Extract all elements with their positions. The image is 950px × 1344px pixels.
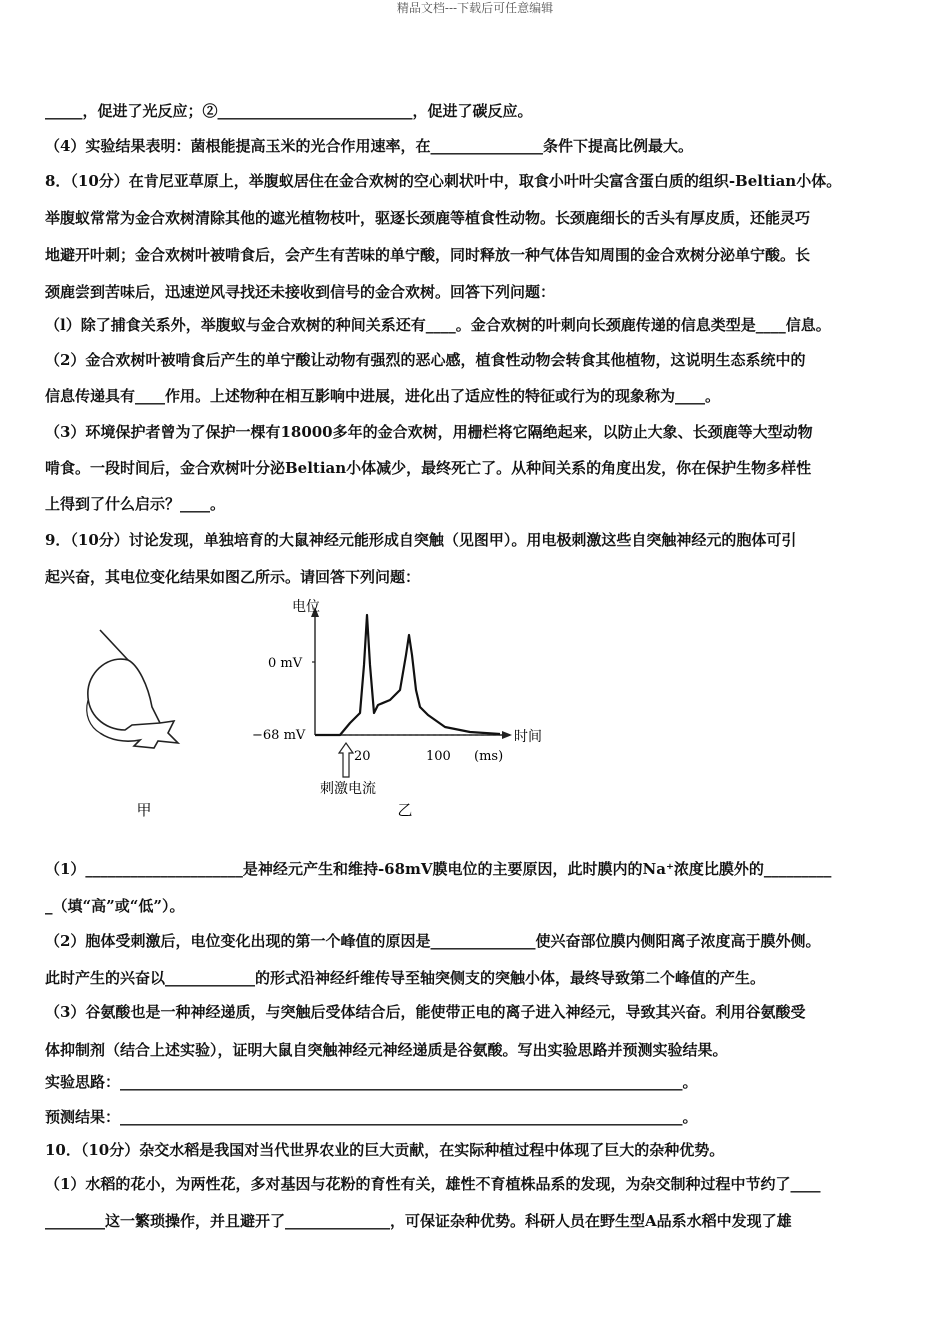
x-tick-100: 100: [426, 749, 451, 764]
text-line: 颈鹿尝到苦味后，迅速逆风寻找还未接收到信号的金合欢树。回答下列问题：: [45, 283, 556, 301]
text-line: 此时产生的兴奋以____________的形式沿神经纤维传导至轴突侧支的突触小体，最终导致第二个峰值的产生。: [45, 969, 766, 987]
text-line: 预测结果：___________________________________________________________________________。: [45, 1108, 698, 1126]
text-line: （2）金合欢树叶被啃食后产生的单宁酸让动物有强烈的恶心感，植食性动物会转食其他植物，这说明生态系统中的: [45, 351, 806, 369]
text-line: （1）_____________________是神经元产生和维持-68mV膜电位的主要原因，此时膜内的Na⁺浓度比膜外的_________: [45, 860, 832, 878]
text-line: 上得到了什么启示？____。: [45, 495, 226, 513]
neuron-figure-jia: [70, 615, 210, 830]
x-axis-label: 时间: [514, 729, 542, 745]
text-line: 信息传递具有____作用。上述物种在相互影响中进展，进化出了适应性的特征或行为的现象称为____。: [45, 387, 721, 405]
neuron-soma: [88, 630, 178, 748]
y-tick-0mv: 0 mV: [268, 656, 303, 671]
neuron-axon: [128, 660, 160, 723]
x-tick-unit: (ms): [474, 749, 504, 764]
stimulus-label: 刺激电流: [320, 781, 376, 797]
y-axis-label: 电位: [292, 599, 320, 615]
text-line: ________这一繁琐操作，并且避开了______________，可保证杂种优势。科研人员在野生型A品系水稻中发现了雄: [45, 1212, 792, 1230]
text-line: _____，促进了光反应；②__________________________，促进了碳反应。: [45, 102, 533, 120]
question-8-title: 8．（10分）在肯尼亚草原上，举腹蚁居住在金合欢树的空心刺状叶中，取食小叶叶尖富含蛋白质的组织-Beltian小体。: [45, 172, 842, 190]
y-tick-minus68mv: −68 mV: [252, 728, 306, 743]
text-line: （3）谷氨酸也是一种神经递质，与突触后受体结合后，能使带正电的离子进入神经元，导致其兴奋。利用谷氨酸受: [45, 1003, 806, 1021]
stimulus-arrow: [339, 743, 353, 777]
x-axis-arrow: [502, 731, 512, 739]
text-line: _（填“高”或“低”）。: [45, 897, 185, 915]
question-9-title: 9．（10分）讨论发现，单独培育的大鼠神经元能形成自突触（见图甲）。用电极刺激这些自突触神经元的胞体可引: [45, 531, 797, 549]
text-line: （l）除了捕食关系外，举腹蚁与金合欢树的种间关系还有____。金合欢树的叶刺向长颈鹿传递的信息类型是____信息。: [45, 316, 831, 334]
potential-chart-yi: [240, 595, 580, 825]
text-line: （1）水稻的花小，为两性花，多对基因与花粉的育性有关，雄性不育植株品系的发现，为杂交制种过程中节约了____: [45, 1175, 821, 1193]
potential-trace: [315, 615, 500, 735]
text-line: 地避开叶刺；金合欢树叶被啃食后，会产生有苦味的单宁酸，同时释放一种气体告知周围的金合欢树分泌单宁酸。长: [45, 246, 811, 264]
text-line: 举腹蚁常常为金合欢树清除其他的遮光植物枝叶，驱逐长颈鹿等植食性动物。长颈鹿细长的舌头有厚皮质，还能灵巧: [45, 209, 811, 227]
x-tick-20: 20: [354, 749, 371, 764]
label-jia: 甲: [136, 801, 152, 819]
text-line: 实验思路：___________________________________________________________________________。: [45, 1073, 698, 1091]
text-line: 起兴奋，其电位变化结果如图乙所示。请回答下列问题：: [45, 568, 421, 586]
text-line: （4）实验结果表明：菌根能提高玉米的光合作用速率，在_______________条件下提高比例最大。: [45, 137, 693, 155]
text-line: 啃食。一段时间后，金合欢树叶分泌Beltian小体减少，最终死亡了。从种间关系的角度出发，你在保护生物多样性: [45, 459, 812, 477]
page-header: 精品文档---下载后可任意编辑: [396, 1, 554, 15]
label-yi: 乙: [397, 801, 413, 819]
text-line: （2）胞体受刺激后，电位变化出现的第一个峰值的原因是______________使兴奋部位膜内侧阳离子浓度高于膜外侧。: [45, 932, 821, 950]
text-line: （3）环境保护者曾为了保护一棵有18000多年的金合欢树，用栅栏将它隔绝起来，以防止大象、长颈鹿等大型动物: [45, 423, 813, 441]
text-line: 体抑制剂（结合上述实验），证明大鼠自突触神经元神经递质是谷氨酸。写出实验思路并预测实验结果。: [45, 1041, 728, 1059]
question-10-title: 10．（10分）杂交水稻是我国对当代世界农业的巨大贡献，在实际种植过程中体现了巨大的杂种优势。: [45, 1141, 725, 1159]
